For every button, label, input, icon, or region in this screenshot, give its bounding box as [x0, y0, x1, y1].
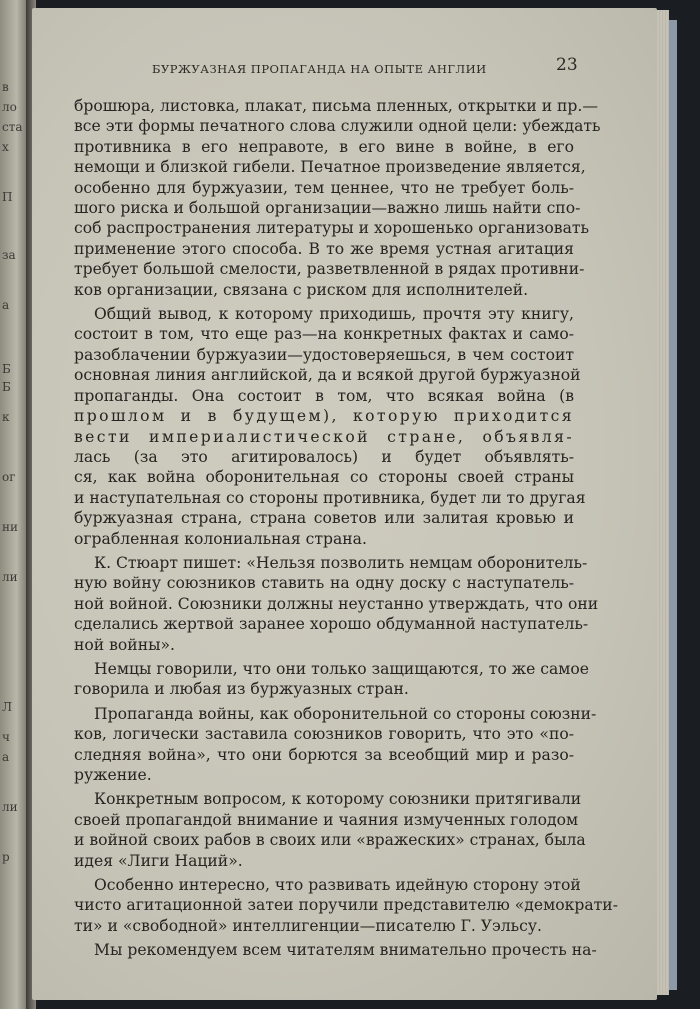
paragraph — [74, 940, 597, 960]
text-line: ную войну союзников ставить на одну доску с наступатель- — [74, 574, 574, 593]
left-fragment: П — [2, 190, 13, 204]
book-page — [32, 8, 657, 1000]
text-line: ти» и «свободной» интеллигенции—писателю Г. Уэльсу. — [74, 916, 543, 935]
left-fragment: ли — [2, 800, 18, 814]
text-line: ков организации, связана с риском для исполнителей. — [74, 280, 529, 299]
text-line: вести империалистической стране, объявля- — [74, 427, 574, 446]
text-line: шого риска и большой организации—важно лишь найти спо- — [74, 199, 581, 218]
text-line: ся, как война оборонительная со стороны своей страны — [74, 468, 574, 487]
left-fragment: ч — [2, 730, 10, 744]
page-number: 23 — [556, 55, 578, 75]
paragraph — [74, 875, 618, 936]
paragraph — [74, 553, 599, 655]
left-fragment: р — [2, 850, 10, 864]
text-line: все эти формы печатного слова служили одной цели: убеждать — [74, 117, 601, 136]
left-fragment: а — [2, 298, 10, 312]
left-fragment: ог — [2, 470, 16, 484]
text-line: Конкретным вопросом, к которому союзники притягивали — [94, 790, 582, 809]
left-fragment: Л — [2, 700, 13, 714]
text-line: идея «Лиги Наций». — [74, 851, 243, 870]
text-line: сделались жертвой заранее хорошо обдуманной наступатель- — [74, 615, 589, 634]
text-line: брошюра, листовка, плакат, письма пленных, открытки и пр.— — [74, 97, 598, 115]
text-line: разоблачении буржуазии—удостоверяешься, в чем состоит — [74, 345, 574, 364]
left-fragment: Б — [2, 380, 11, 394]
left-fragment: ста — [2, 120, 23, 134]
text-line: ограбленная колониальная страна. — [74, 529, 367, 548]
left-fragment: за — [2, 248, 16, 262]
left-fragment: а — [2, 750, 10, 764]
text-line: ной войной. Союзники должны неустанно утверждать, что они — [74, 594, 599, 613]
text-line: буржуазная страна, страна советов или залитая кровью и — [74, 509, 574, 528]
text-line: следняя война», что они борются за всеобщий мир и разо- — [74, 745, 574, 764]
text-line: говорила и любая из буржуазных стран. — [74, 680, 409, 699]
text-line: чисто агитационной затеи поручили представителю «демократи- — [74, 896, 618, 915]
text-line: и войной своих рабов в своих или «вражеских» странах, была — [74, 831, 586, 850]
left-fragment: ни — [2, 520, 18, 534]
text-line: прошлом и в будущем), которую приходится — [74, 407, 574, 426]
text-line: Особенно интересно, что развивать идейную сторону этой — [94, 876, 581, 895]
text-line: противника в его неправоте, в его вине в войне, в его — [74, 137, 574, 156]
left-fragment: ли — [2, 570, 18, 584]
left-fragment: Б — [2, 362, 11, 376]
paragraph — [74, 96, 601, 300]
text-line: соб распространения литературы и хорошенько организовать — [74, 219, 589, 238]
running-title: БУРЖУАЗНАЯ ПРОПАГАНДА НА ОПЫТЕ АНГЛИИ — [152, 62, 487, 76]
text-line: немощи и близкой гибели. Печатное произведение является, — [74, 158, 586, 177]
paragraph — [74, 789, 586, 871]
text-line: состоит в том, что еще раз—на конкретных фактах и само- — [74, 325, 574, 344]
book-cover-edge — [669, 20, 677, 990]
paragraph — [74, 659, 590, 700]
text-line: пропаганды. Она состоит в том, что всякая война (в — [74, 386, 574, 405]
text-line: особенно для буржуазии, тем ценнее, что не требует боль- — [74, 178, 574, 197]
text-line: требует большой смелости, разветвленной в рядах противни- — [74, 260, 585, 279]
text-line: Немцы говорили, что они только защищаются, то же самое — [94, 659, 590, 678]
paragraph — [74, 704, 597, 786]
text-line: К. Стюарт пишет: «Нельзя позволить немцам оборонитель- — [94, 553, 588, 572]
text-line: своей пропагандой внимание и чаяния измученных голодом — [74, 810, 579, 829]
text-line: основная линия английской, да и всякой другой буржуазной — [74, 366, 581, 385]
text-line: ной войны». — [74, 635, 175, 654]
text-line: применение этого способа. В то же время устная агитация — [74, 239, 574, 258]
left-fragment: к — [2, 410, 10, 424]
text-line: и наступательная со стороны противника, будет ли то другая — [74, 488, 586, 507]
left-fragment: х — [2, 140, 9, 154]
paragraph — [74, 304, 586, 549]
text-line: ружение. — [74, 766, 152, 784]
page-body — [74, 96, 618, 965]
left-fragment: ло — [2, 100, 17, 114]
text-line: Общий вывод, к которому приходишь, прочтя эту книгу, — [94, 305, 574, 324]
text-line: Мы рекомендуем всем читателям внимательно прочесть на- — [94, 941, 597, 960]
text-line: Пропаганда войны, как оборонительной со стороны союзни- — [94, 704, 597, 723]
left-fragment: в — [2, 80, 9, 94]
page-stack-edge — [655, 10, 669, 995]
text-line: ков, логически заставила союзников говорить, что это «по- — [74, 725, 574, 744]
text-line: лась (за это агитировалось) и будет объявлять- — [74, 447, 574, 466]
